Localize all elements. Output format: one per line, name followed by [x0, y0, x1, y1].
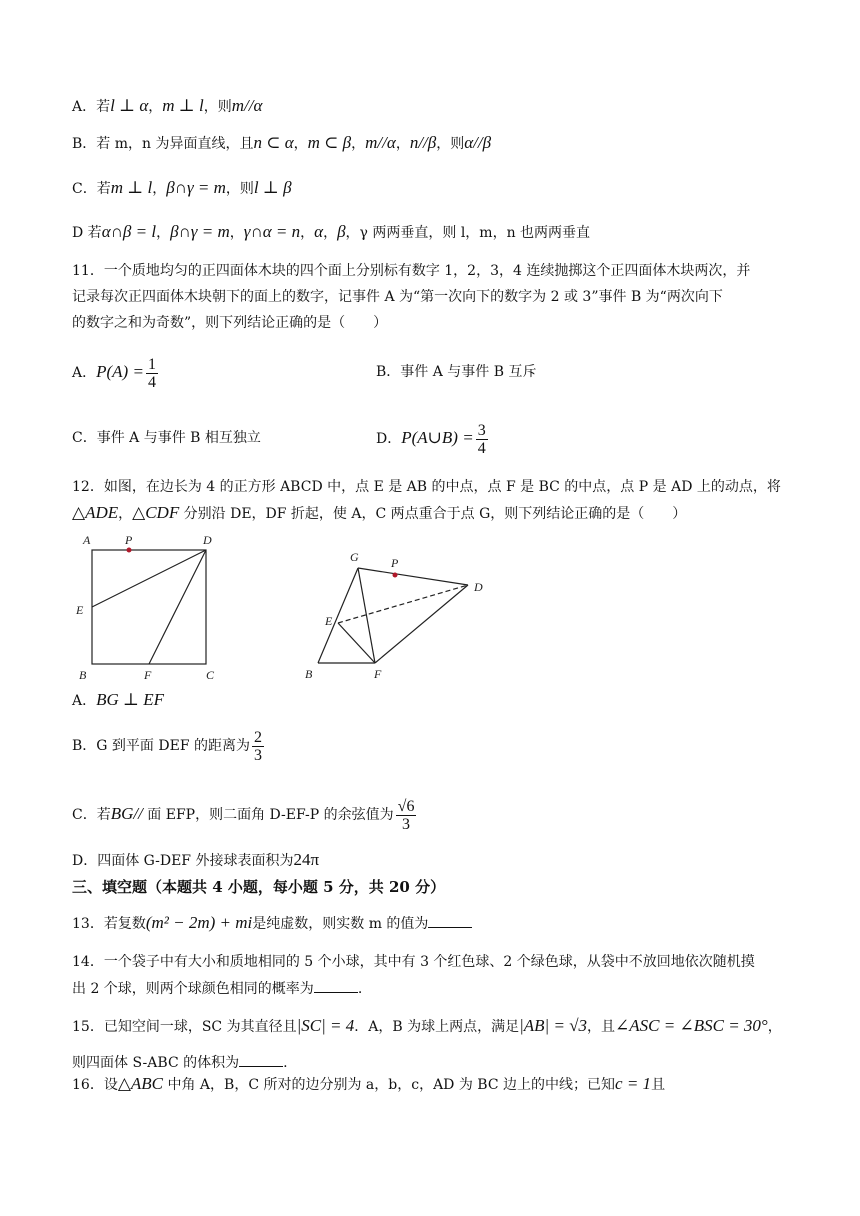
math: β∩γ = m — [170, 222, 230, 241]
numerator: 2 — [253, 728, 262, 746]
fraction — [476, 422, 488, 457]
math: P(A∪B) = — [401, 428, 474, 447]
text: 中角 A，B，C 所对的边分别为 a，b，c，AD 为 BC 边上的中线；已知 — [163, 1077, 616, 1093]
math: β∩γ = m — [166, 178, 226, 197]
edge-fd — [375, 585, 468, 663]
text: ， — [395, 136, 410, 152]
q12-line-1: 12．如图，在边长为 4 的正方形 ABCD 中，点 E 是 AB 的中点，点 F 是 BC 的中点，点 P 是 AD 上的动点，将 — [72, 479, 781, 495]
text: 是纯虚数，则实数 m 的值为 — [252, 916, 429, 932]
math: |SC| = 4 — [296, 1016, 355, 1035]
text: ， — [345, 225, 360, 241]
math: l ⊥ β — [253, 178, 292, 197]
q14-line-1: 14．一个袋子中有大小和质地相同的 5 个小球，其中有 3 个红色球、2 个绿色球，从袋中不放回地依次随机摸 — [72, 954, 755, 970]
text: B．G 到平面 DEF 的距离为 — [72, 738, 250, 754]
math: BG ⊥ EF — [96, 690, 165, 709]
text: 面 EFP，则二面角 D-EF-P 的余弦值为 — [142, 807, 394, 823]
math: m//α — [231, 96, 263, 115]
math: m//α — [365, 133, 396, 152]
text: ， — [148, 99, 163, 115]
label-e: E — [325, 614, 333, 628]
label-p: P — [391, 556, 399, 570]
q16 — [72, 1074, 665, 1095]
text: D．四面体 G-DEF 外接球表面积为 — [72, 853, 294, 869]
q11-option-d — [376, 416, 490, 461]
text: A． — [72, 693, 97, 709]
label-f: F — [374, 667, 382, 681]
q12-option-b — [72, 724, 266, 768]
q12-option-a — [72, 690, 164, 711]
point-p — [393, 573, 398, 578]
tetrahedron-figure — [300, 545, 500, 685]
edge-gf — [358, 568, 375, 663]
q11-line-3: 的数字之和为奇数”，则下列结论正确的是（ ） — [72, 315, 388, 331]
text: C．若 — [72, 181, 111, 197]
fraction — [146, 356, 158, 391]
q13 — [72, 913, 472, 934]
segment-df — [149, 550, 206, 664]
text: 13．若复数 — [72, 916, 146, 932]
q10-option-d — [72, 222, 590, 243]
q11-option-c: C．事件 A 与事件 B 相互独立 — [72, 430, 261, 446]
text: ， — [323, 225, 338, 241]
text: C．若 — [72, 807, 111, 823]
numerator: 3 — [477, 421, 486, 439]
label-c: C — [206, 668, 215, 682]
math: △ADE — [72, 503, 119, 522]
q11-option-a — [72, 350, 160, 395]
text: ，且 — [587, 1019, 616, 1035]
edge-gb — [318, 568, 358, 663]
text: ， — [293, 136, 308, 152]
text: 出 2 个球，则两个球颜色相同的概率为 — [72, 981, 314, 997]
math: BG// — [110, 804, 143, 823]
math: m ⊥ l — [110, 178, 153, 197]
math: (m² − 2m) + mi — [145, 913, 253, 932]
q10-option-c — [72, 178, 292, 199]
q11-option-b: B．事件 A 与事件 B 互斥 — [376, 364, 537, 380]
text: ， — [767, 1019, 782, 1035]
square-outline — [92, 550, 206, 664]
q10-option-b — [72, 133, 491, 154]
math: △CDF — [132, 503, 180, 522]
q15-line-2 — [72, 1052, 288, 1073]
edge-gd — [358, 568, 468, 585]
text: B．若 m，n 为异面直线，且 — [72, 136, 254, 152]
text: . — [357, 981, 363, 997]
answer-blank — [239, 1052, 283, 1067]
math: △ABC — [117, 1074, 164, 1093]
numerator: √6 — [397, 797, 415, 815]
label-f: F — [144, 668, 152, 682]
text: γ 两两垂直，则 l，m，n 也两两垂直 — [359, 225, 591, 241]
math: P(A) = — [96, 362, 144, 381]
math: c = 1 — [615, 1074, 652, 1093]
text: A．若 — [72, 99, 111, 115]
denominator: 3 — [253, 746, 262, 764]
q10-option-a — [72, 96, 262, 117]
fraction — [396, 798, 417, 833]
math: α//β — [464, 133, 492, 152]
text: ， — [229, 225, 244, 241]
label-d: D — [203, 533, 212, 547]
math: α∩β = l — [101, 222, 157, 241]
text: . — [283, 1055, 288, 1071]
text: ．A，B 为球上两点，满足 — [354, 1019, 520, 1035]
label-a: A — [83, 533, 91, 547]
label-b: B — [305, 667, 313, 681]
math: 24π — [293, 850, 320, 869]
math: α — [314, 222, 324, 241]
text: 且 — [651, 1077, 666, 1093]
math: γ∩α = n — [243, 222, 301, 241]
text: D． — [376, 431, 402, 447]
math: ∠ASC = ∠BSC = 30° — [615, 1016, 768, 1035]
denominator: 4 — [477, 439, 486, 457]
text: ，则 — [225, 181, 254, 197]
math: n//β — [409, 133, 437, 152]
text: ， — [300, 225, 315, 241]
q11-line-2: 记录每次正四面体木块朝下的面上的数字，记事件 A 为“第一次向下的数字为 2 或 3”事件 B 为“两次向下 — [72, 289, 723, 305]
text: 分别沿 DE，DF 折起，使 A，C 两点重合于点 G，则下列结论正确的是（ ） — [179, 506, 687, 522]
text: ，则 — [436, 136, 465, 152]
text: 16．设 — [72, 1077, 118, 1093]
text: ， — [118, 506, 133, 522]
label-g: G — [350, 550, 359, 564]
label-d: D — [474, 580, 483, 594]
point-p — [127, 548, 132, 553]
q14-line-2 — [72, 978, 362, 999]
math: β — [337, 222, 346, 241]
denominator: 3 — [402, 815, 411, 833]
label-b: B — [79, 668, 87, 682]
text: 15．已知空间一球，SC 为其直径且 — [72, 1019, 297, 1035]
fraction — [252, 729, 264, 764]
math: m ⊂ β — [307, 133, 352, 152]
section-heading: 三、填空题（本题共 4 小题，每小题 5 分，共 20 分） — [72, 878, 446, 896]
text: ， — [351, 136, 366, 152]
q15-line-1 — [72, 1016, 782, 1037]
q12-line-2 — [72, 503, 686, 524]
segment-de — [92, 550, 206, 607]
denominator: 4 — [147, 373, 156, 391]
q11-line-1: 11．一个质地均匀的正四面体木块的四个面上分别标有数字 1，2，3，4 连续抛掷这个正四面体木块两次，并 — [72, 263, 751, 279]
text: ， — [152, 181, 167, 197]
math: m ⊥ l — [162, 96, 204, 115]
text: A． — [72, 365, 97, 381]
q12-option-c — [72, 792, 418, 837]
square-figure — [70, 528, 230, 684]
answer-blank — [314, 978, 358, 993]
text: D 若 — [72, 225, 102, 241]
edge-ed-hidden — [338, 585, 468, 623]
text: 则四面体 S-ABC 的体积为 — [72, 1055, 240, 1071]
math: l ⊥ α — [110, 96, 149, 115]
math: |AB| = √3 — [519, 1016, 588, 1035]
label-e: E — [76, 603, 84, 617]
numerator: 1 — [147, 355, 156, 373]
answer-blank — [428, 913, 472, 928]
text: ， — [156, 225, 171, 241]
text: ，则 — [203, 99, 232, 115]
q12-option-d — [72, 850, 319, 871]
label-p: P — [125, 533, 133, 547]
math: n ⊂ α — [253, 133, 294, 152]
